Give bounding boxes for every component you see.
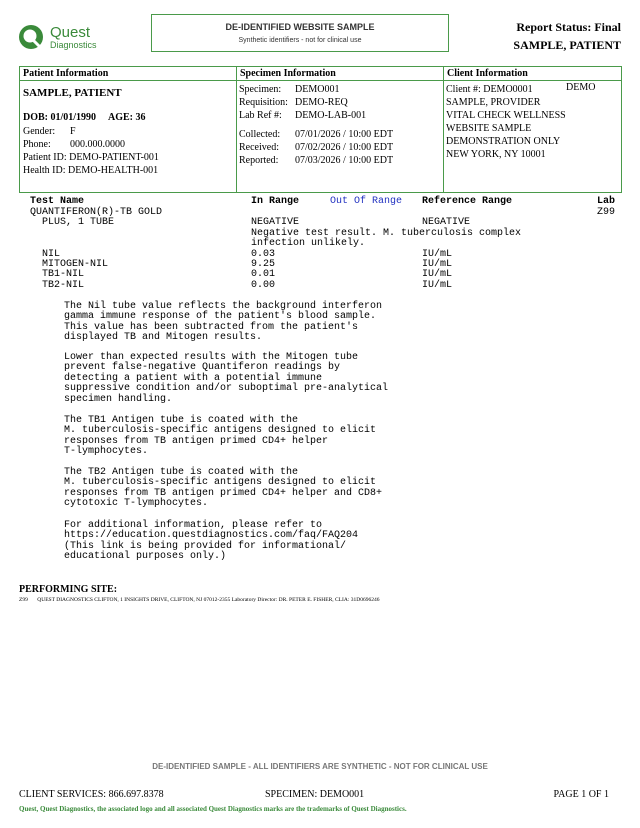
subtest-unit: IU/mL bbox=[422, 269, 453, 280]
reported-label: Reported: bbox=[239, 155, 279, 166]
subtest-value: 0.03 bbox=[251, 249, 276, 260]
collected-value: 07/01/2026 / 10:00 EDT bbox=[295, 129, 394, 140]
requisition-label: Requisition: bbox=[239, 97, 288, 108]
specimen-value: DEMO001 bbox=[295, 84, 340, 95]
performing-site-line bbox=[19, 597, 379, 603]
patient-information bbox=[20, 67, 236, 192]
logo-subword: Diagnostics bbox=[50, 40, 97, 50]
subtest-unit: IU/mL bbox=[422, 259, 453, 270]
specimen-information bbox=[237, 67, 443, 192]
patient-gender: F bbox=[70, 126, 76, 137]
result-comment: Negative test result. M. tuberculosis complex bbox=[251, 228, 522, 239]
deid-subtitle: Synthetic identifiers - not for clinical use bbox=[238, 37, 362, 44]
report-status-block bbox=[513, 18, 621, 54]
test-name-line2: PLUS, 1 TUBE bbox=[42, 217, 115, 228]
logo-word: Quest bbox=[50, 24, 91, 41]
lab-ref-value: DEMO-LAB-001 bbox=[295, 110, 367, 121]
patient-phone-label: Phone: bbox=[23, 139, 51, 150]
deid-title: DE-IDENTIFIED WEBSITE SAMPLE bbox=[225, 22, 375, 32]
client-services: CLIENT SERVICES: 866.697.8378 bbox=[19, 789, 164, 800]
info-box bbox=[19, 66, 622, 193]
patient-phone: 000.000.0000 bbox=[70, 139, 125, 150]
client-information bbox=[444, 67, 621, 192]
note-paragraph: The TB2 Antigen tube is coated with the M. tuberculosis-specific antigens designed to elicit responses from TB antigen primed CD4+ helper and CD8+ cytotoxic T-lymphocytes. bbox=[64, 467, 383, 510]
col-header-reference-range: Reference Range bbox=[422, 196, 513, 207]
page-number: PAGE 1 OF 1 bbox=[553, 789, 609, 800]
quest-logo bbox=[18, 24, 128, 54]
subtest-unit: IU/mL bbox=[422, 249, 453, 260]
client-line: VITAL CHECK WELLNESS bbox=[446, 110, 566, 121]
client-demo-tag: DEMO bbox=[566, 82, 596, 93]
specimen-info-heading: Specimen Information bbox=[237, 67, 443, 81]
client-line: WEBSITE SAMPLE bbox=[446, 123, 532, 134]
specimen-label: Specimen: bbox=[239, 84, 282, 95]
performing-site-code: Z99 bbox=[19, 597, 28, 603]
collected-label: Collected: bbox=[239, 129, 281, 140]
result-comment: infection unlikely. bbox=[251, 238, 366, 249]
received-value: 07/02/2026 / 10:00 EDT bbox=[295, 142, 394, 153]
patient-id: Patient ID: DEMO-PATIENT-001 bbox=[23, 152, 159, 163]
lab-ref-label: Lab Ref #: bbox=[239, 110, 282, 121]
header-patient-name: SAMPLE, PATIENT bbox=[513, 38, 621, 52]
lab-code: Z99 bbox=[597, 207, 616, 218]
col-header-out-of-range: Out Of Range bbox=[330, 196, 403, 207]
col-header-lab: Lab bbox=[597, 196, 616, 207]
subtest-name: TB1-NIL bbox=[42, 269, 85, 280]
note-paragraph: Lower than expected results with the Mitogen tube prevent false-negative Quantiferon readings by detecting a patient with a potential immune suppressive condition and/or suboptimal pre-analytical specimen handling. bbox=[64, 352, 389, 405]
subtest-value: 9.25 bbox=[251, 259, 276, 270]
footer-specimen: SPECIMEN: DEMO001 bbox=[265, 789, 365, 800]
note-paragraph: The Nil tube value reflects the background interferon gamma immune response of the patient's blood sample. This value has been subtracted from the patient's displayed TB and Mitogen results. bbox=[64, 301, 383, 344]
patient-gender-label: Gender: bbox=[23, 126, 56, 137]
test-name: QUANTIFERON(R)-TB GOLD bbox=[30, 207, 163, 218]
patient-info-heading: Patient Information bbox=[20, 67, 236, 81]
received-label: Received: bbox=[239, 142, 279, 153]
reported-value: 07/03/2026 / 10:00 EDT bbox=[295, 155, 394, 166]
test-reference: NEGATIVE bbox=[422, 217, 471, 228]
subtest-value: 0.01 bbox=[251, 269, 276, 280]
trademark-notice: Quest, Quest Diagnostics, the associated logo and all associated Quest Diagnostics marks are the trademarks of Quest Diagnostics. bbox=[19, 805, 407, 813]
subtest-name: NIL bbox=[42, 249, 61, 260]
deidentified-banner bbox=[151, 14, 449, 52]
test-result: NEGATIVE bbox=[251, 217, 300, 228]
subtest-name: MITOGEN-NIL bbox=[42, 259, 109, 270]
health-id: Health ID: DEMO-HEALTH-001 bbox=[23, 165, 159, 176]
footer-deid-notice: DE-IDENTIFIED SAMPLE - ALL IDENTIFIERS ARE SYNTHETIC - NOT FOR CLINICAL USE bbox=[152, 762, 488, 771]
col-header-test-name: Test Name bbox=[30, 196, 85, 207]
col-header-in-range: In Range bbox=[251, 196, 300, 207]
client-number: Client #: DEMO0001 bbox=[446, 84, 533, 95]
performing-site-address: QUEST DIAGNOSTICS CLIFTON, 1 INSIGHTS DRIVE, CLIFTON, NJ 07012-2355 Laboratory Director: DR. PETER E. FISHER, CLIA: 31D0696246 bbox=[37, 597, 380, 603]
note-paragraph: The TB1 Antigen tube is coated with the M. tuberculosis-specific antigens designed to elicit responses from TB antigen primed CD4+ helper T-lymphocytes. bbox=[64, 415, 377, 458]
report-status: Report Status: Final bbox=[516, 20, 621, 34]
subtest-name: TB2-NIL bbox=[42, 280, 85, 291]
patient-name: SAMPLE, PATIENT bbox=[23, 87, 122, 99]
quest-logo-icon bbox=[18, 24, 44, 50]
subtest-value: 0.00 bbox=[251, 280, 276, 291]
patient-dob-age: DOB: 01/01/1990 AGE: 36 bbox=[23, 112, 146, 123]
subtest-unit: IU/mL bbox=[422, 280, 453, 291]
client-line: NEW YORK, NY 10001 bbox=[446, 149, 546, 160]
client-info-heading: Client Information bbox=[444, 67, 621, 81]
client-line: DEMONSTRATION ONLY bbox=[446, 136, 561, 147]
performing-site-heading: PERFORMING SITE: bbox=[19, 584, 118, 595]
requisition-value: DEMO-REQ bbox=[295, 97, 348, 108]
client-line: SAMPLE, PROVIDER bbox=[446, 97, 541, 108]
note-paragraph: For additional information, please refer to https://education.questdiagnostics.com/faq/FAQ204 (This link is being provided for informational/ educational purposes only.) bbox=[64, 520, 359, 563]
